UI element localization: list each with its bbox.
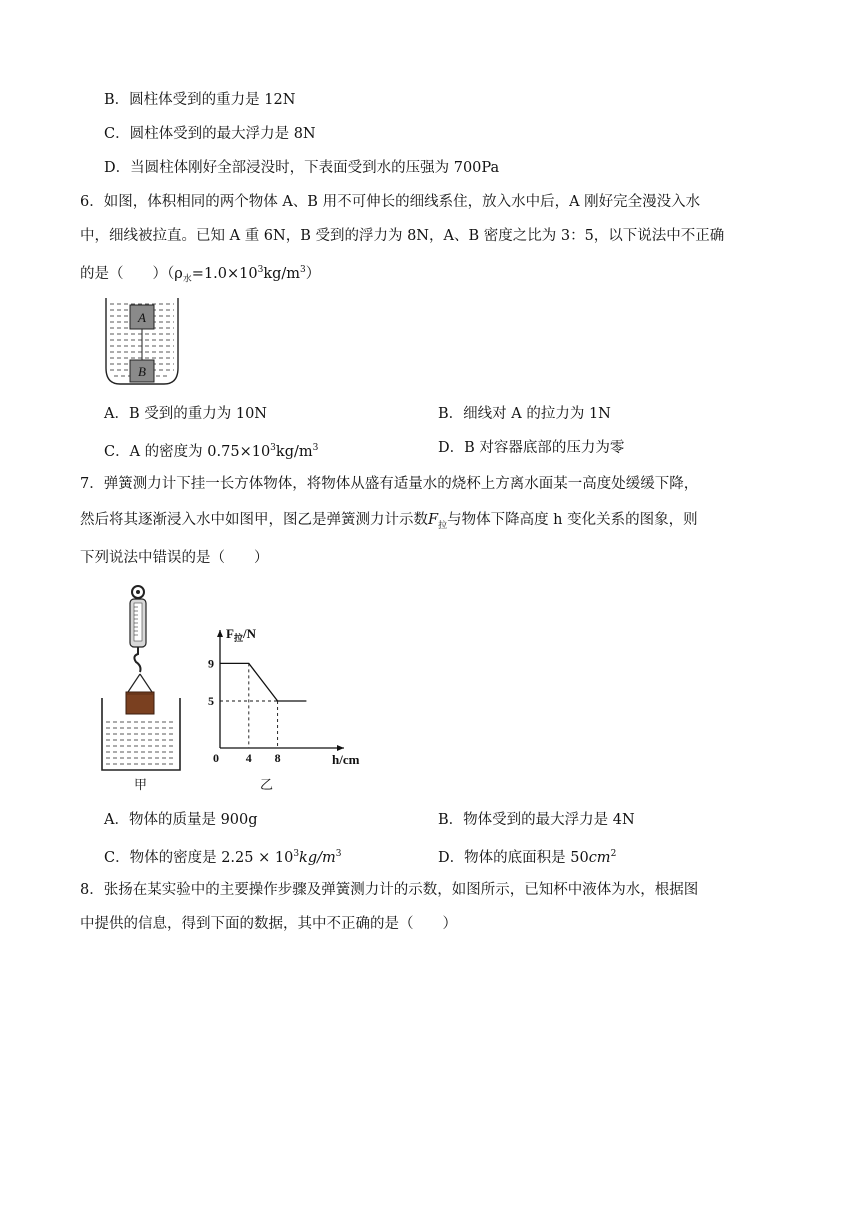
q7-option-d: D．物体的底面积是 $50cm^2$	[438, 849, 617, 866]
figure-label-yi: 乙	[260, 778, 274, 793]
series-line	[220, 663, 306, 701]
q7-option-b: B．物体受到的最大浮力是 4N	[438, 812, 635, 828]
q7-stem-line1: 7．弹簧测力计下挂一长方体物体，将物体从盛有适量水的烧杯上方离水面某一高度处缓缓下降，	[80, 476, 699, 492]
x-axis-label: h/cm	[332, 752, 360, 767]
q7-spring-scale-figure	[96, 582, 186, 772]
block-a-label: A	[138, 310, 146, 325]
q6-option-c: C．A 的密度为 $0.75\times 10^3kg/m^3$	[104, 443, 319, 460]
q7-option-c: C．物体的密度是 $2.25 \times 10^3kg/m^3$	[104, 849, 342, 866]
q5-option-c: C．圆柱体受到的最大浮力是 8N	[104, 126, 316, 142]
q5-option-d: D．当圆柱体刚好全部浸没时，下表面受到水的压强为 700Pa	[104, 160, 500, 176]
q6-option-a: A．B 受到的重力为 10N	[104, 406, 267, 422]
x-tick-label-4: 4	[245, 751, 252, 765]
water-pattern	[106, 722, 176, 764]
scale-hook	[134, 647, 140, 672]
q8-stem-line2: 中提供的信息，得到下面的数据，其中不正确的是（ ）	[80, 916, 457, 932]
q6-stem-line2: 中，细线被拉直。已知 A 重 6N，B 受到的浮力为 8N，A、B 密度之比为 3：5，以下说法中不正确	[80, 228, 725, 244]
q7-force-height-chart	[200, 620, 360, 770]
q7-stem-line3: 下列说法中错误的是（ ）	[80, 550, 269, 566]
q6-option-d: D．B 对容器底部的压力为零	[438, 440, 625, 456]
y-tick-label-5: 5	[208, 694, 214, 708]
q5-option-b: B．圆柱体受到的重力是 12N	[104, 92, 296, 108]
x-axis-arrow	[337, 745, 344, 751]
y-tick-label-9: 9	[208, 656, 214, 671]
hanging-block	[126, 692, 154, 714]
q7-option-a: A．物体的质量是 900g	[104, 812, 258, 828]
q8-stem-line1: 8．张扬在某实验中的主要操作步骤及弹簧测力计的示数，如图所示，已知杯中液体为水，根据图	[80, 882, 699, 898]
y-axis-arrow	[217, 630, 223, 637]
q6-option-b: B．细线对 A 的拉力为 1N	[438, 406, 611, 422]
q6-container-figure	[100, 296, 184, 388]
figure-label-jia: 甲	[134, 778, 148, 793]
x-tick-label-8: 8	[274, 751, 281, 765]
block-b-label: B	[138, 364, 146, 379]
q7-stem-line2: 然后将其逐渐浸入水中如图甲，图乙是弹簧测力计示数$F_拉$与物体下降高度 h 变化关系的图象，则	[80, 512, 698, 531]
origin-label: 0	[213, 751, 219, 765]
q6-stem-line1: 6．如图，体积相同的两个物体 A、B 用不可伸长的细线系住，放入水中后，A 刚好完全漫没入水	[80, 194, 701, 210]
q6-stem-line3: 的是（ ）$(\rho_水=1.0\times 10^3kg/m^3)$	[80, 265, 321, 285]
y-axis-label: $F_拉/N$	[226, 626, 256, 643]
